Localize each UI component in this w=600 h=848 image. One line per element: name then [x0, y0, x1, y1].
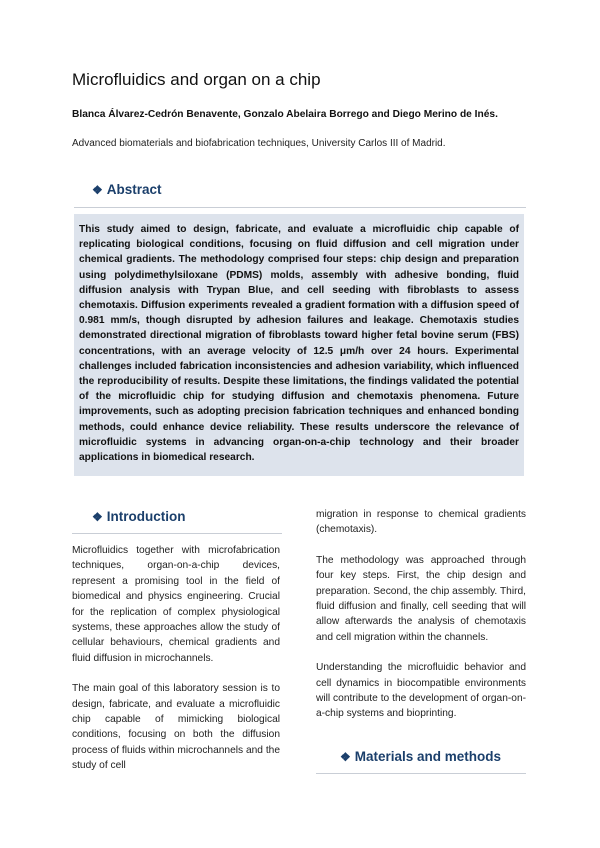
abstract-heading	[92, 182, 162, 197]
abstract-heading-label: Abstract	[106, 182, 162, 197]
left-column	[72, 543, 280, 789]
introduction-divider	[72, 533, 282, 534]
diamond-bullet-icon: ❖	[92, 183, 103, 197]
methods-divider	[316, 773, 526, 774]
diamond-bullet-icon: ❖	[92, 510, 103, 524]
intro-paragraph-1: Microfluidics together with microfabrication techniques, organ-on-a-chip devices, represent a promising tool in the field of biomedical and physics engineering. Crucial for the replication of complex physiological systems, these approaches allow the study of cellular behaviours, chemical gradients and fluid diffusion in microchannels.	[72, 545, 280, 664]
abstract-divider	[74, 207, 526, 208]
affiliation: Advanced biomaterials and biofabrication techniques, University Carlos III of Madrid.	[72, 138, 446, 149]
right-column	[316, 507, 526, 737]
paper-title: Microfluidics and organ on a chip	[72, 70, 321, 89]
methods-heading-label: Materials and methods	[354, 749, 502, 764]
intro-paragraph-2: The main goal of this laboratory session is to design, fabricate, and evaluate a microfluidic chip capable of mimicking biological conditions, focusing on both the diffusion process of fluids within microchannels and the study of cell	[72, 683, 280, 772]
methods-heading	[340, 749, 501, 764]
intro-paragraph-5: Understanding the microfluidic behavior and cell dynamics in biocompatible environments will contribute to the development of organ-on-a-chip systems and bioprinting.	[316, 662, 526, 720]
intro-paragraph-4: The methodology was approached through four key steps. First, the chip design and preparation. Second, the chip assembly. Third, fluid diffusion and finally, cell seeding that will allow afterwards the analysis of chemotaxis and cell migration within the channels.	[316, 554, 526, 643]
abstract-text: This study aimed to design, fabricate, and evaluate a microfluidic chip capable of replicating biological conditions, focusing on fluid diffusion and cell migration under chemical gradients. The methodology comprised four steps: chip design and preparation using polydimethylsiloxane (PDMS) molds, assembly with adhesive bonding, fluid diffusion analysis with Trypan Blue, and cell seeding with fibroblasts to assess chemotaxis. Diffusion experiments revealed a gradient formation with a diffusion speed of 0.981 mm/s, though disrupted by adhesion failures and leakage. Chemotaxis studies demonstrated directional migration of fibroblasts toward higher fetal bovine serum (FBS) concentrations, with an average velocity of 12.5 μm/h over 24 hours. Experimental challenges included fabrication inconsistencies and adhesion variability, which influenced the reproducibility of results. Despite these limitations, the findings validated the potential of the microfluidic chip for studying diffusion and chemotaxis phenomena. Future improvements, such as adopting precision fabrication techniques and enhanced bonding methods, could enhance device reliability. These results underscore the relevance of microfluidic systems in advancing organ-on-a-chip technology and their broader applications in biomedical research.	[79, 224, 519, 464]
intro-paragraph-3: migration in response to chemical gradients (chemotaxis).	[316, 509, 526, 536]
abstract-box	[74, 214, 524, 476]
diamond-bullet-icon: ❖	[340, 750, 351, 764]
introduction-heading-label: Introduction	[106, 509, 186, 524]
introduction-heading	[92, 509, 186, 524]
author-list: Blanca Álvarez-Cedrón Benavente, Gonzalo Abelaira Borrego and Diego Merino de Inés.	[72, 109, 498, 120]
